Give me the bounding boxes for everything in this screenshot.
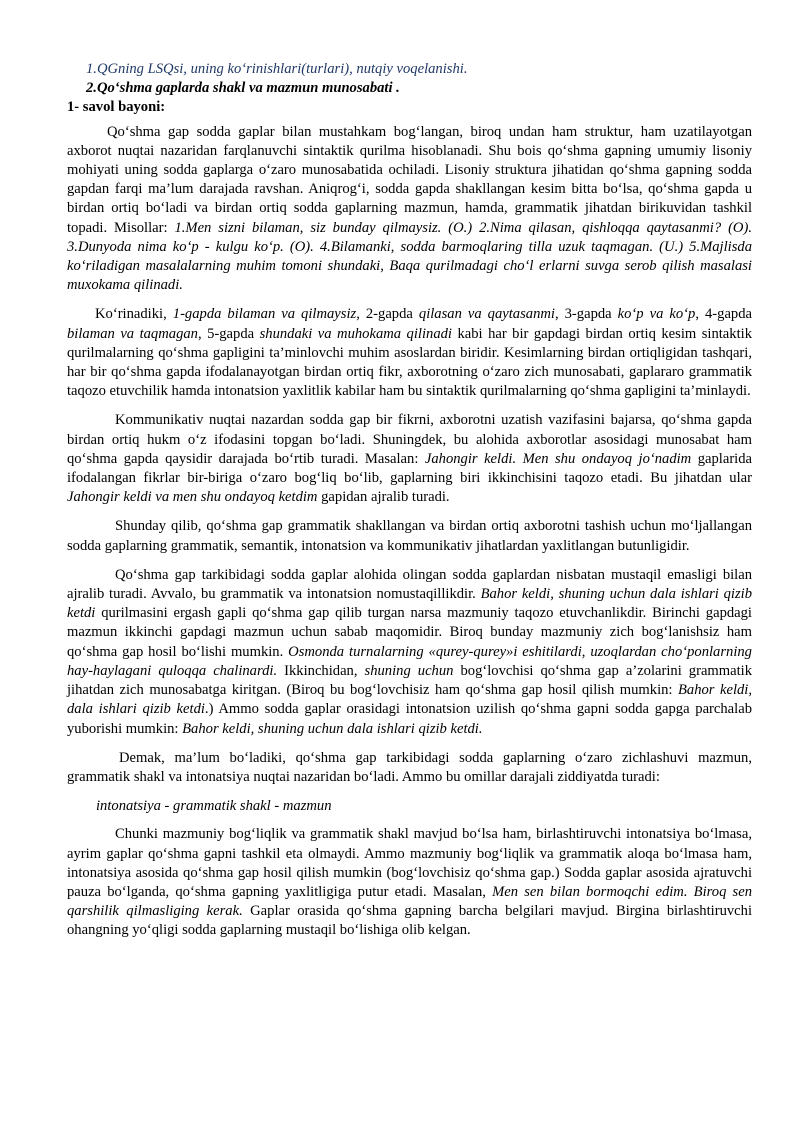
paragraph-3-text: gaplarida ifodalangan fikrlar bir-biriga o‘zaro bog‘liq bo‘lib, gaplarning biri ikkinchisini taqozo etadi. Bu jihatdan ular bbox=[67, 450, 753, 487]
paragraph-2-emph: ko‘p va ko‘p bbox=[617, 306, 696, 323]
paragraph-1 bbox=[67, 123, 752, 296]
paragraph-4 bbox=[67, 517, 752, 555]
paragraph-3-emph: Jahongir keldi. Men shu ondayoq jo‘nadim bbox=[424, 450, 692, 467]
paragraph-6 bbox=[67, 749, 752, 787]
heading-topic-2: 2.Qo‘shma gaplarda shakl va mazmun munosabati . bbox=[86, 80, 400, 97]
paragraph-5-emph: shuning uchun bbox=[364, 662, 454, 679]
paragraph-2-text: kabi har bir gapdagi birdan ortiq kesim sintaktik qurilmalarning qo‘shma gapligini ta’minlovchi muhim asoslardan biridir. Kesimlarning birdan ortiqligidan tashqari, har bir qo‘shma gapda ifodalanayotgan birdan ortiq fikr, axborotning o‘zaro zich munosabati, gaplararo grammatik taqozo etuvchilik hamda intonatsion yaxlitlik kabilar ham bu sintaktik qurilmalarning qo‘shma gapligini ta’minlaydi. bbox=[67, 325, 752, 400]
paragraph-5-emph: Bahor keldi, shuning uchun dala ishlari qizib ketdi. bbox=[182, 720, 483, 737]
paragraph-3-text: Kommunikativ nuqtai nazardan sodda gap bir fikrni, axborotni uzatish vazifasini bajarsa, qo‘shma gapda birdan ortiq hukm o‘z ifodasini topgan bo‘ladi. Shuningdek, bu alohida axborotlar asosidagi munosabat ham qo‘shma gapda qaysidir darajada bo‘rtib turadi. Masalan: bbox=[67, 412, 752, 467]
paragraph-2-text: , 3-gapda bbox=[554, 306, 618, 323]
paragraph-1-text: Qo‘shma gap sodda gaplar bilan mustahkam bog‘langan, biroq undan ham struktur, ham uzatilayotgan axborot nuqtai nazaridan farqlanuvchi sintaktik qurilma hisoblanadi. Shu bois qo‘shma gapning umumiy lisoniy mohiyati uning sodda gaplarga o‘zaro munosabatida ochiladi. Lisoniy struktura jihatidan qo‘shma gapning sodda gapdan farqi ma’lum darajada ravshan. Aniqrog‘i, sodda gapda shakllangan kesim bitta bo‘lsa, qo‘shma gapda u birdan ortiq bo‘ladi va birdan ortiq sodda gaplarning mazmun, hamda, grammatik jihatdan birikuvidan tashkil topadi. Misollar: bbox=[67, 123, 752, 236]
paragraph-1-examples: 1.Men sizni bilaman, siz bunday qilmaysiz. (O.) 2.Nima qilasan, qishloqqa qaytasanmi? (O). 3.Dunyoda nima ko‘p - kulgu ko‘p. (O). 4.Bilamanki, sodda barmoqlaring tilla uzuk taqmagan. (U.) 5.Majlisda ko‘riladigan masalalarning muhim tomoni shundaki, Baqa qurilmadagi cho‘l erlarni suvga serob qilish masalasi muxokama qilinadi. bbox=[67, 219, 752, 294]
paragraph-2-text: , 5-gapda bbox=[197, 325, 260, 342]
paragraph-5-text: Ikkinchidan, bbox=[277, 662, 365, 679]
paragraph-2-emph: bilaman va taqmagan bbox=[67, 325, 198, 342]
paragraph-3-emph: Jahongir keldi va men shu ondayoq ketdim bbox=[67, 489, 318, 506]
paragraph-7-text: Chunki mazmuniy bog‘liqlik va grammatik shakl mavjud bo‘lsa ham, birlashtiruvchi intonatsiya bo‘lmasa, ayrim gaplar qo‘shma gapni tashkil eta olmaydi. Ammo mazmuniy bog‘liqlik va grammatik aloqa bo‘lmasa ham, intonatsiya asosida qo‘shma gap hosil qilish mumkin (bog‘lovchisiz qo‘shma gap.) Sodda gaplar asosida ajratuvchi pauza bo‘lganda, qo‘shma gapning yaxlitligiga putur etadi. Masalan, bbox=[67, 826, 752, 900]
paragraph-2-text: , 2-gapda bbox=[356, 306, 419, 323]
paragraph-2-emph: qilasan va qaytasanmi bbox=[418, 306, 555, 323]
paragraph-2-text: , 4-gapda bbox=[695, 306, 752, 323]
paragraph-5-text: Qo‘shma gap tarkibidagi sodda gaplar alohida olingan sodda gaplardan nisbatan mustaqil emasligi bilan ajralib turadi. Avvalo, bu grammatik va intonatsion nomustaqillikdir. bbox=[67, 566, 752, 603]
paragraph-5-text: .) Ammo sodda gaplar orasidagi intonatsion uzilish qo‘shma gapni sodda gapga parchalab yuborishi mumkin: bbox=[67, 701, 752, 737]
heading-question-1: 1- savol bayoni: bbox=[67, 99, 166, 116]
paragraph-5-emph: Osmonda turnalarning «qurey-qurey»i eshitilardi, uzoqlardan cho‘ponlarning hay-haylagani quloqqa chalinardi. bbox=[67, 643, 752, 679]
paragraph-2-text: Ko‘rinadiki, bbox=[95, 306, 173, 323]
paragraph-5-text: bog‘lovchisi qo‘shma gap a’zolarini grammatik jihatdan zich munosabatga kiritgan. (Biroq bu bog‘lovchisiz ham qo‘shma gap hosil qilish mumkin: bbox=[67, 662, 753, 699]
paragraph-7-text: Gaplar orasida qo‘shma gapning barcha belgilari mavjud. Birgina birlashtiruvchi ohangning yo‘qligi sodda gaplarning mustaqil bo‘lishiga olib kelgan. bbox=[67, 903, 752, 939]
paragraph-5-text: qurilmasini ergash gapli qo‘shma gap qilib turgan narsa mazmuniy taqozo etuvchanlikdir. Birinchi gapdagi mazmun ikkinchi gapdagi mazmun uchun sabab maqomidir. Biroq bunday mazmuniy zich bog‘lanishsiz ham qo‘shma gap hosil bo‘lishi mumkin. bbox=[67, 605, 752, 660]
paragraph-2 bbox=[67, 305, 752, 401]
paragraph-2-emph: shundaki va muhokama qilinadi bbox=[259, 325, 452, 342]
paragraph-7 bbox=[67, 825, 752, 940]
paragraph-7-emph: Men sen bilan bormoqchi edim. Biroq sen qarshilik qilmasliging kerak. bbox=[67, 883, 752, 920]
paragraph-3 bbox=[67, 411, 752, 507]
formula-line: intonatsiya - grammatik shakl - mazmun bbox=[96, 798, 332, 815]
paragraph-5 bbox=[67, 566, 752, 739]
heading-topic-1: 1.QGning LSQsi, uning ko‘rinishlari(turlari), nutqiy voqelanishi. bbox=[86, 61, 468, 77]
paragraph-3-text: gapidan ajralib turadi. bbox=[317, 489, 450, 506]
paragraph-6-text: Demak, ma’lum bo‘ladiki, qo‘shma gap tarkibidagi sodda gaplarning o‘zaro zichlashuvi mazmun, grammatik shakl va intonatsiya nuqtai nazaridan bo‘ladi. Ammo bu omillar darajali ziddiyatda turadi: bbox=[67, 749, 752, 785]
paragraph-5-emph: Bahor keldi, shuning uchun dala ishlari qizib ketdi bbox=[67, 586, 752, 622]
paragraph-4-text: Shunday qilib, qo‘shma gap grammatik shakllangan va birdan ortiq axborotni tashish uchun mo‘ljallangan sodda gaplarning grammatik, semantik, intonatsion va kommunikativ jihatlardan yaxlitlangan butunligidir. bbox=[67, 518, 752, 554]
paragraph-5-emph: Bahor keldi, dala ishlari qizib ketdi bbox=[67, 682, 752, 718]
paragraph-2-emph: 1-gapda bilaman va qilmaysiz bbox=[172, 306, 357, 323]
